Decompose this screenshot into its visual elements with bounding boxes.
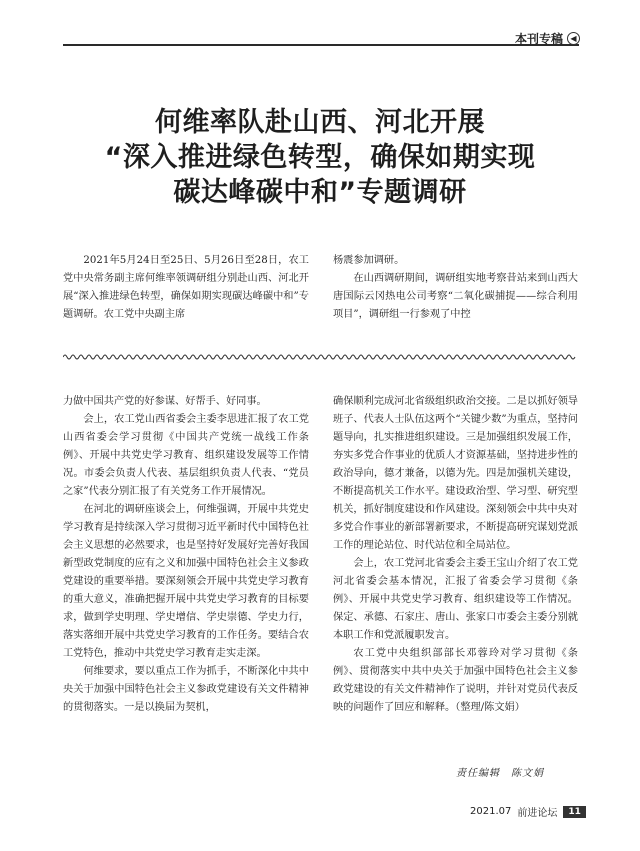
body-paragraph: 在河北的调研座谈会上，何维强调，开展中共党史学习教育是持续深入学习贯彻习近平新时代中国特色社会主义思想的必然要求，也是坚持好发展好完善好我国新型政党制度的应有之义和加强中国特色社会主义参政党建设的重要举措。要深刻领会开展中共党史学习教育的重大意义，准确把握开展中共党史学习教育的目标要求，做到学史明理、学史增信、学史崇德、学史力行，落实落细开展中共党史学习教育的工作任务。要结合农工党特色，推动中共党史学习教育走实走深。 [63, 504, 309, 659]
body-left-column [63, 393, 309, 717]
issue-date: 2021.07 [470, 806, 512, 817]
section-name: 本刊专稿 [514, 32, 563, 46]
wavy-divider [63, 352, 577, 362]
lead-paragraph: 2021年5月24日至25日、5月26日至28日，农工党中央常务副主席何维率领调研组分别赴山西、河北开展“深入推进绿色转型，确保如期实现碳达峰碳中和”专题调研。农工党中央副主席 [63, 255, 309, 320]
page-number: 11 [563, 806, 586, 818]
lead-left-column [63, 252, 309, 324]
page-footer [470, 804, 586, 819]
body-paragraph: 确保顺利完成河北省级组织政治交接。二是以抓好领导班子、代表人士队伍这两个“关键少数”为重点，坚持问题导向，扎实推进组织建设。三是加强组织发展工作，夯实多党合作事业的优质人才资源基础，坚持进步性的政治导向，德才兼备，以德为先。四是加强机关建设，不断提高机关工作水平。建设政治型、学习型、研究型机关，抓好制度建设和作风建设。深刻领会中共中央对多党合作事业的新部署新要求，不断提高研究谋划党派工作的理论站位、时代站位和全局站位。 [333, 396, 578, 551]
body-paragraph: 何维要求，要以重点工作为抓手，不断深化中共中央关于加强中国特色社会主义参政党建设有关文件精神的贯彻落实。一是以换届为契机， [63, 666, 309, 713]
body-paragraph: 会上，农工党河北省委会主委王宝山介绍了农工党河北省委会基本情况，汇报了省委会学习贯彻《条例》、开展中共党史学习教育、组织建设等工作情况。保定、承德、石家庄、唐山、张家口市委会主委分别就本职工作和党派履职发言。 [333, 558, 578, 641]
article-title [60, 105, 580, 210]
title-line-1: 何维率队赴山西、河北开展 [155, 107, 485, 138]
lead-paragraph-2: 在山西调研期间，调研组实地考察昔站来到山西大唐国际云冈热电公司考察“二氧化碳捕捉——综合利用项目”，调研组一行参观了中控 [333, 273, 578, 320]
title-line-2: “深入推进绿色转型，确保如期实现 [104, 142, 536, 173]
responsible-editor: 责任编辑 陈文娟 [456, 768, 544, 779]
header-rule [63, 44, 579, 46]
body-paragraph: 会上，农工党山西省委会主委李思进汇报了农工党山西省委会学习贯彻《中国共产党统一战线工作条例》、开展中共党史学习教育、组织建设发展等工作情况。市委会负责人代表、基层组织负责人代表、“党员之家”代表分别汇报了有关党务工作开展情况。 [63, 414, 309, 497]
body-right-column [333, 393, 578, 717]
body-paragraph: 力做中国共产党的好参谋、好帮手、好同事。 [63, 396, 267, 407]
body-paragraph: 农工党中央组织部部长邓蓉玲对学习贯彻《条例》、贯彻落实中共中央关于加强中国特色社会主义参政党建设的有关文件精神作了说明，并针对党员代表反映的问题作了回应和解释。（整理/陈文娟） [333, 648, 578, 713]
journal-name: 前进论坛 [517, 808, 558, 819]
arrow-circle-icon: ◀ [567, 32, 580, 45]
title-line-3: 碳达峰碳中和”专题调研 [173, 177, 467, 208]
lead-right-column [333, 252, 578, 324]
lead-paragraph-continued: 杨震参加调研。 [333, 255, 405, 266]
section-label [515, 30, 580, 47]
